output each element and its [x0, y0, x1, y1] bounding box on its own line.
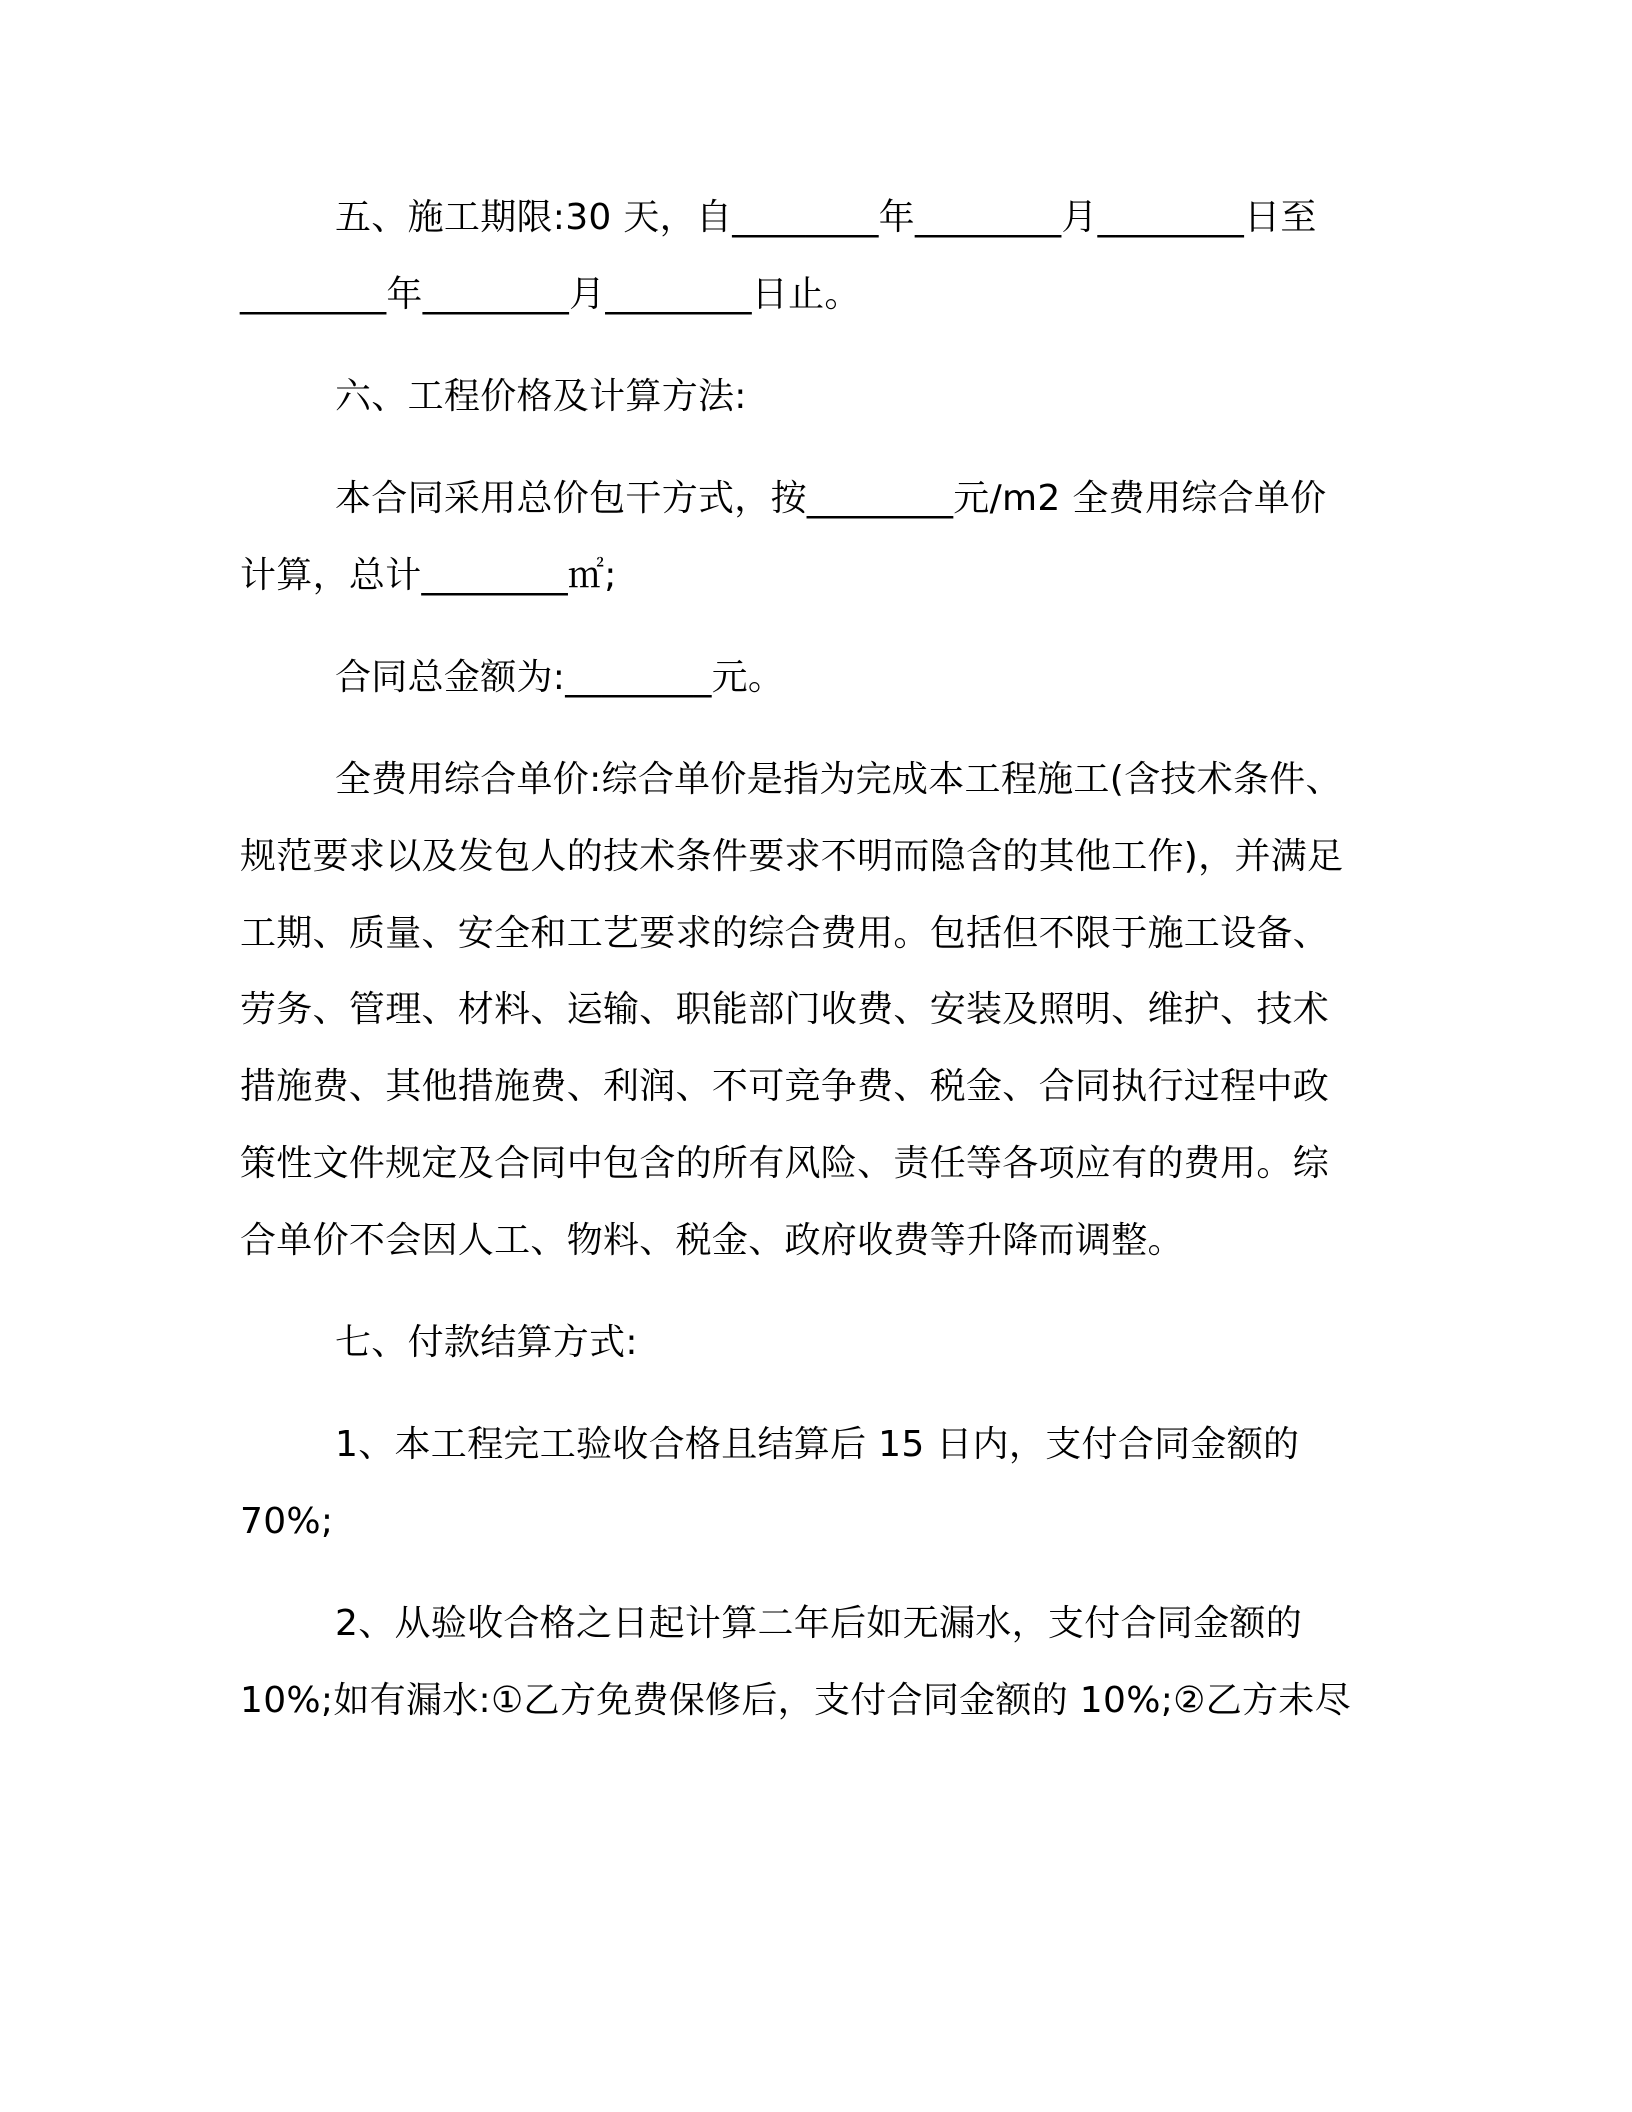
section-7-heading: 七、付款结算方式: [335, 1322, 638, 1363]
payment-2-line-2: 10%;如有漏水:①乙方免费保修后，支付合同金额的 10%;②乙方未尽 [240, 1680, 1351, 1721]
payment-1-line-1: 1、本工程完工验收合格且结算后 15 日内，支付合同金额的 [335, 1424, 1300, 1465]
unit-price-line-4: 劳务、管理、材料、运输、职能部门收费、安装及照明、维护、技术 [240, 989, 1330, 1030]
section-5-line-2: ________年________月________日止。 [240, 274, 861, 315]
unit-price-line-6: 策性文件规定及合同中包含的所有风险、责任等各项应有的费用。综 [240, 1143, 1330, 1184]
payment-1-line-2: 70%; [240, 1501, 334, 1542]
pricing-line-2: 计算，总计________㎡; [240, 555, 617, 596]
unit-price-line-2: 规范要求以及发包人的技术条件要求不明而隐含的其他工作)，并满足 [240, 836, 1344, 877]
payment-2-line-1: 2、从验收合格之日起计算二年后如无漏水，支付合同金额的 [335, 1603, 1303, 1644]
unit-price-line-5: 措施费、其他措施费、利润、不可竞争费、税金、合同执行过程中政 [240, 1066, 1330, 1107]
section-6-heading: 六、工程价格及计算方法: [335, 376, 747, 417]
total-amount-line: 合同总金额为:________元。 [335, 657, 785, 698]
unit-price-line-1: 全费用综合单价:综合单价是指为完成本工程施工(含技术条件、 [335, 759, 1342, 800]
unit-price-line-7: 合单价不会因人工、物料、税金、政府收费等升降而调整。 [240, 1220, 1184, 1261]
section-5-line-1: 五、施工期限:30 天，自________年________月________日至 [335, 197, 1317, 238]
pricing-line-1: 本合同采用总价包干方式，按________元/m2 全费用综合单价 [335, 478, 1327, 519]
unit-price-line-3: 工期、质量、安全和工艺要求的综合费用。包括但不限于施工设备、 [240, 913, 1330, 954]
